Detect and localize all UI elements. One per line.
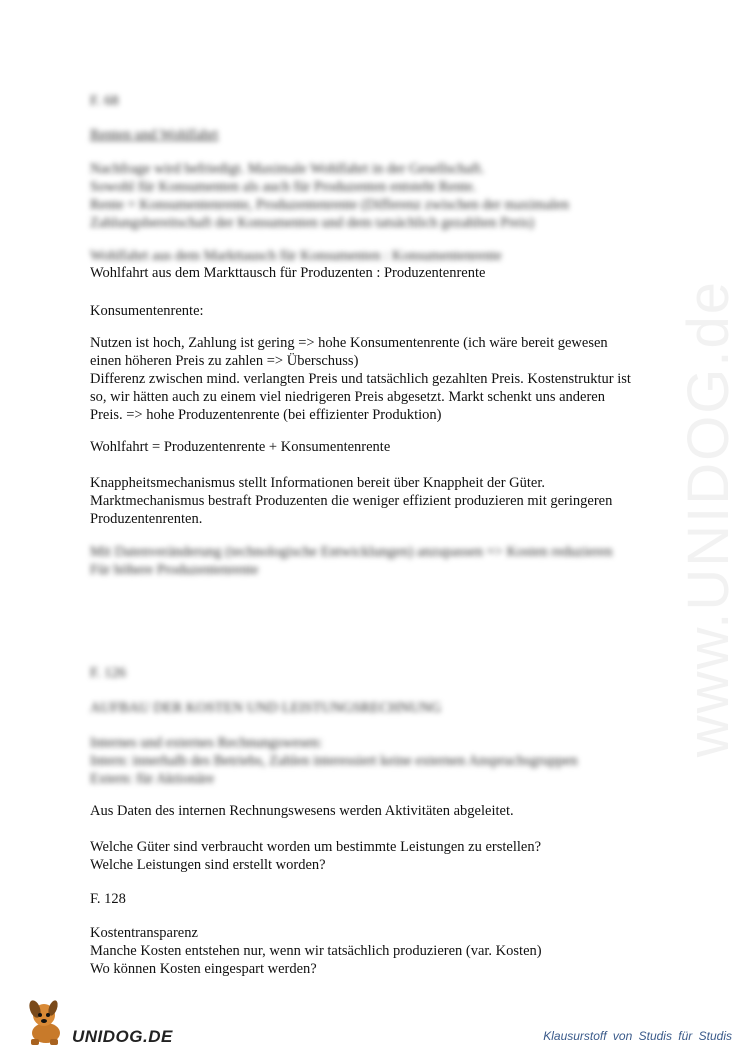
kostentransparenz-text: Kostentransparenz Manche Kosten entstehen nur, wenn wir tatsächlich produzieren (var. Kosten) Wo können Kosten eingespart werden? bbox=[90, 925, 542, 977]
footer-tagline: Klausurstoff von Studis für Studis bbox=[543, 1029, 732, 1043]
intro-paragraph bbox=[90, 160, 650, 232]
fragen-text: Welche Güter sind verbraucht worden um bestimmte Leistungen zu erstellen? Welche Leistungen sind erstellt worden? bbox=[90, 839, 542, 873]
intro-text: Nachfrage wird befriedigt. Maximale Wohlfahrt in der Gesellschaft. Sowohl für Konsumenten als auch für Produzenten entsteht Rente. Rente = Konsumentenrente, Produzentenrente (Differenz zwischen der maximalen Zahlungsbereitschaft der Konsumenten und dem tatsächlich gezahlten Preis) bbox=[90, 161, 569, 231]
section-heading-aufbau bbox=[90, 699, 650, 717]
dog-mascot-icon bbox=[22, 993, 72, 1049]
rechnungswesen-text: Internes und externes Rechnungswesen: Intern: innerhalb des Betriebs, Zahlen interessiert keine externen Anspruchsgruppen Extern: für Aktionäre bbox=[90, 735, 578, 787]
knappheit-paragraph bbox=[90, 474, 650, 528]
page-ref-f68: F. 68 bbox=[90, 93, 119, 109]
datenveraenderung-text: Mit Datenveränderung (technologische Entwicklungen) anzupassen => Kosten reduzieren Für höhere Produzentenrente bbox=[90, 544, 613, 578]
section-page-ref-128 bbox=[90, 890, 650, 908]
heading-aufbau: AUFBAU DER KOSTEN UND LEISTUNGSRECHNUNG bbox=[90, 700, 442, 716]
aktivitaeten-text: Aus Daten des internen Rechnungswesens werden Aktivitäten abgeleitet. bbox=[90, 803, 514, 819]
konsumentenrente-paragraph bbox=[90, 334, 650, 424]
page-ref-f126: F. 126 bbox=[90, 665, 126, 681]
logo-text: UNIDOG.DE bbox=[72, 1027, 173, 1046]
watermark: www.UNIDOG.de bbox=[676, 280, 741, 758]
wohlfahrt-konsumenten bbox=[90, 247, 650, 265]
wohlfahrt-produzenten-text: Wohlfahrt aus dem Markttausch für Produzenten : Produzentenrente bbox=[90, 265, 486, 281]
formula-text: Wohlfahrt = Produzentenrente + Konsumentenrente bbox=[90, 439, 391, 455]
knappheit-text: Knappheitsmechanismus stellt Informationen bereit über Knappheit der Güter. Marktmechanismus bestraft Produzenten die weniger effizient produzieren mit geringeren Produzentenrenten. bbox=[90, 475, 613, 527]
section-page-ref-126 bbox=[90, 664, 650, 682]
kostentransparenz-paragraph bbox=[90, 924, 650, 978]
formula-paragraph bbox=[90, 438, 650, 456]
wohlfahrt-produzenten bbox=[90, 264, 650, 282]
aktivitaeten-paragraph bbox=[90, 802, 650, 820]
rechnungswesen-paragraph bbox=[90, 734, 650, 788]
section-page-ref bbox=[90, 92, 650, 110]
section-heading-renten bbox=[90, 126, 650, 144]
heading-renten-wohlfahrt: Renten und Wohlfahrt bbox=[90, 127, 219, 143]
konsumentenrente-label bbox=[90, 302, 650, 320]
fragen-paragraph bbox=[90, 838, 650, 874]
unidog-logo[interactable] bbox=[22, 993, 173, 1049]
wohlfahrt-konsumenten-text: Wohlfahrt aus dem Markttausch für Konsumenten : Konsumentenrente bbox=[90, 248, 502, 264]
konsumentenrente-label-text: Konsumentenrente: bbox=[90, 303, 204, 319]
page-ref-f128: F. 128 bbox=[90, 891, 126, 907]
konsumentenrente-text: Nutzen ist hoch, Zahlung ist gering => hohe Konsumentenrente (ich wäre bereit gewesen einen höheren Preis zu zahlen => Überschuss) Differenz zwischen mind. verlangten Preis und tatsächlich gezahlten Preis. Kostenstruktur ist so, wir hätten auch zu einem viel niedrigeren Preis abgesetzt. Markt schenkt uns anderen Preis. => hohe Produzentenrente (bei effizienter Produktion) bbox=[90, 335, 631, 423]
datenveraenderung-paragraph bbox=[90, 543, 650, 579]
